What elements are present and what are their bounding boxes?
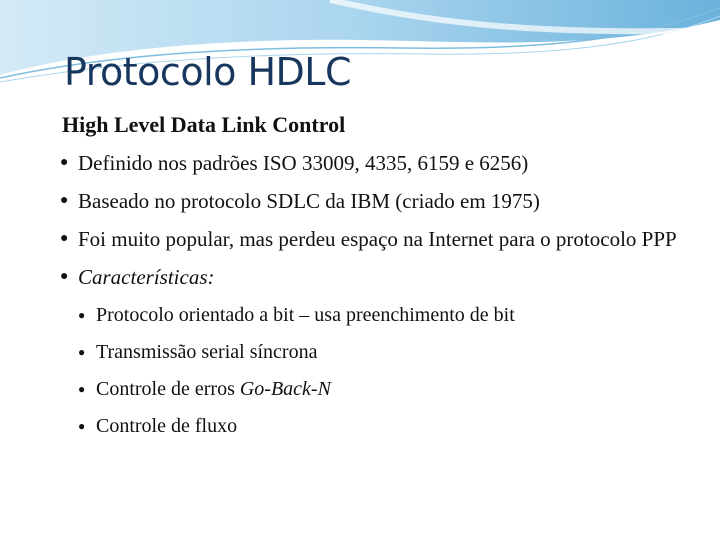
bullet-dot-icon: ● xyxy=(60,193,69,208)
sub-bullet-item xyxy=(60,302,700,328)
sub-bullet-item xyxy=(60,413,700,439)
sub-bullet-item xyxy=(60,339,700,365)
sub-bullet-list xyxy=(60,302,700,439)
bullet-dot-icon: ● xyxy=(78,308,86,322)
slide-subtitle: High Level Data Link Control xyxy=(62,112,346,137)
bullet-item xyxy=(60,188,700,214)
bullet-text: Foi muito popular, mas perdeu espaço na Internet para o protocolo PPP xyxy=(78,227,677,251)
bullet-dot-icon: ● xyxy=(60,231,69,246)
bullet-dot-icon: ● xyxy=(60,269,69,284)
bullet-text: Definido nos padrões ISO 33009, 4335, 6159 e 6256) xyxy=(78,151,529,175)
sub-bullet-text: Protocolo orientado a bit – usa preenchimento de bit xyxy=(96,304,515,326)
slide-content xyxy=(60,112,700,450)
bullet-text: Baseado no protocolo SDLC da IBM (criado em 1975) xyxy=(78,189,540,213)
bullet-item xyxy=(60,264,700,290)
sub-bullet-text: Controle de fluxo xyxy=(96,415,238,437)
bullet-dot-icon: ● xyxy=(78,419,86,433)
bullet-text: Características: xyxy=(78,265,215,289)
bullet-item xyxy=(60,226,700,252)
sub-bullet-emphasis: Go-Back-N xyxy=(239,378,331,400)
sub-bullet-text: Transmissão serial síncrona xyxy=(96,341,318,363)
bullet-dot-icon: ● xyxy=(78,345,86,359)
slide-title: Protocolo HDLC xyxy=(64,50,351,94)
sub-bullet-item xyxy=(60,376,700,402)
bullet-dot-icon: ● xyxy=(78,382,86,396)
sub-bullet-text: Controle de erros xyxy=(96,378,240,400)
bullet-item xyxy=(60,150,700,176)
bullet-dot-icon: ● xyxy=(60,155,69,170)
